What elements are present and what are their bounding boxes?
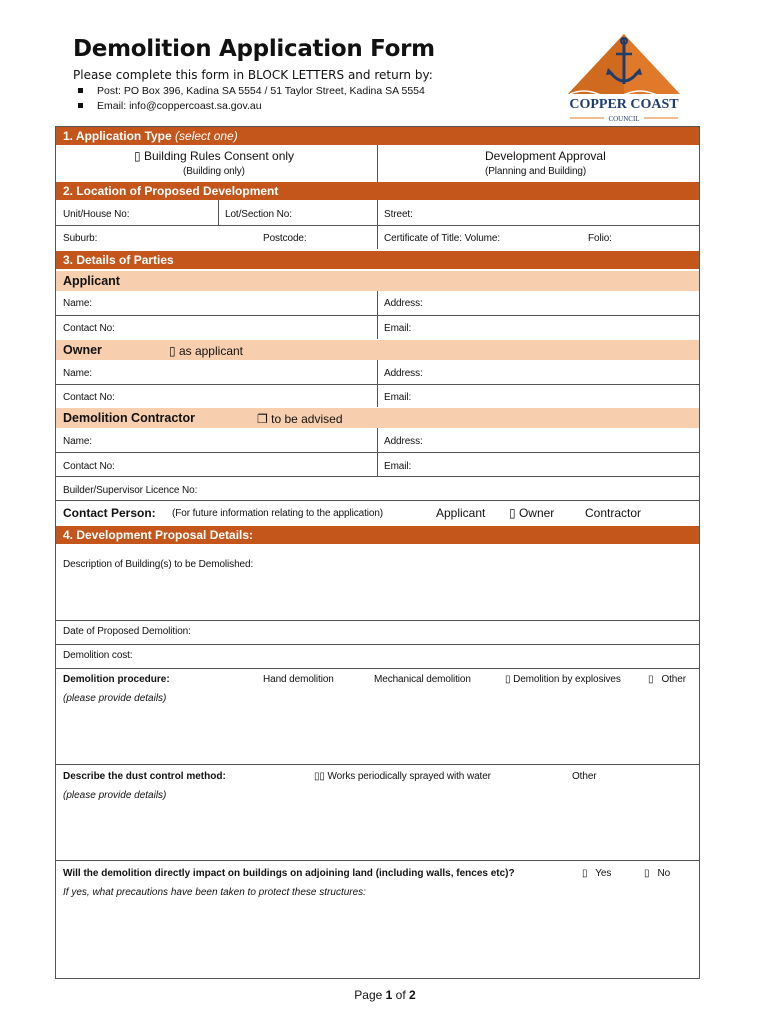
bullet-icon <box>78 103 83 108</box>
water-spray-option[interactable]: ▯▯ Works periodically sprayed with water <box>314 771 491 782</box>
contractor-subheader: Demolition Contractor <box>56 408 699 428</box>
logo-name: COPPER COAST <box>569 97 679 112</box>
explosives-option[interactable]: ▯ Demolition by explosives <box>505 674 621 685</box>
other-procedure-option[interactable]: ▯ Other <box>648 674 686 685</box>
owner-name-field[interactable]: Name: <box>63 368 92 379</box>
postcode-field[interactable]: Postcode: <box>263 233 307 244</box>
section-2-header: 2. Location of Proposed Development <box>56 182 699 200</box>
applicant-contact-field[interactable]: Contact No: <box>63 323 115 334</box>
applicant-subheader: Applicant <box>56 271 699 291</box>
cp-contractor-option[interactable]: Contractor <box>585 506 642 520</box>
checkbox-icon[interactable]: ▯ <box>644 868 650 879</box>
contractor-contact-field[interactable]: Contact No: <box>63 461 115 472</box>
contractor-address-field[interactable]: Address: <box>384 436 423 447</box>
owner-subheader: Owner <box>56 340 699 360</box>
procedure-details-note: (please provide details) <box>63 693 167 704</box>
applicant-email-field[interactable]: Email: <box>384 323 412 334</box>
demolition-cost-field[interactable]: Demolition cost: <box>63 650 133 661</box>
opt-building-rules[interactable]: ▯ Building Rules Consent only <box>134 149 295 163</box>
contact-person-note: (For future information relating to the application) <box>172 508 384 519</box>
opt-development-approval-note: (Planning and Building) <box>485 166 587 177</box>
opt-development-approval[interactable]: Development Approval <box>485 149 606 163</box>
adjoining-yes-option[interactable]: ▯ Yes <box>582 868 612 879</box>
applicant-name-field[interactable]: Name: <box>63 298 92 309</box>
folio-field[interactable]: Folio: <box>588 233 612 244</box>
contact-person-label: Contact Person: <box>63 506 156 520</box>
checkbox-icon[interactable]: ▯ <box>582 868 588 879</box>
page-number: Page 1 of 2 <box>354 988 416 1002</box>
checkbox-icon[interactable]: ❐ <box>257 412 268 426</box>
bullet-email: Email: info@coppercoast.sa.gov.au <box>78 100 262 112</box>
licence-field[interactable]: Builder/Supervisor Licence No: <box>63 485 198 496</box>
bullet-icon <box>78 88 83 93</box>
opt-building-rules-note: (Building only) <box>183 166 245 177</box>
lot-section-field[interactable]: Lot/Section No: <box>225 209 292 220</box>
hand-demolition-option[interactable]: Hand demolition <box>263 674 334 685</box>
contractor-name-field[interactable]: Name: <box>63 436 92 447</box>
description-field[interactable]: Description of Building(s) to be Demolished: <box>63 559 254 570</box>
checkbox-icon[interactable]: ▯ <box>509 506 516 520</box>
checkbox-icon[interactable]: ▯ <box>169 344 176 358</box>
contractor-email-field[interactable]: Email: <box>384 461 412 472</box>
adjoining-impact-question: Will the demolition directly impact on buildings on adjoining land (including walls, fences etc)? <box>63 868 515 879</box>
checkbox-icon[interactable]: ▯ <box>134 149 141 163</box>
section-1-header: 1. Application Type (select one) <box>56 127 699 145</box>
intro-text: Please complete this form in BLOCK LETTERS and return by: <box>73 68 433 82</box>
precautions-field[interactable]: If yes, what precautions have been taken to protect these structures: <box>63 887 366 898</box>
owner-contact-field[interactable]: Contact No: <box>63 392 115 403</box>
dust-details-note: (please provide details) <box>63 790 167 801</box>
contractor-tba-option[interactable]: ❐ to be advised <box>257 412 343 426</box>
form-title: Demolition Application Form <box>73 36 435 62</box>
logo-sub: COUNCIL <box>608 115 640 123</box>
cp-applicant-option[interactable]: Applicant <box>436 506 486 520</box>
applicant-address-field[interactable]: Address: <box>384 298 423 309</box>
checkbox-icon[interactable]: ▯ <box>314 771 320 782</box>
bullet-post: Post: PO Box 396, Kadina SA 5554 / 51 Taylor Street, Kadina SA 5554 <box>78 85 425 97</box>
suburb-field[interactable]: Suburb: <box>63 233 98 244</box>
adjoining-no-option[interactable]: ▯ No <box>644 868 671 879</box>
cp-owner-option[interactable]: ▯ Owner <box>509 506 555 520</box>
owner-email-field[interactable]: Email: <box>384 392 412 403</box>
street-field[interactable]: Street: <box>384 209 413 220</box>
procedure-label: Demolition procedure: <box>63 674 170 685</box>
checkbox-icon[interactable]: ▯ <box>505 674 511 685</box>
demolition-form <box>55 126 700 979</box>
certificate-title-field[interactable]: Certificate of Title: Volume: <box>384 233 501 244</box>
copper-coast-logo <box>562 32 686 124</box>
owner-as-applicant-option[interactable]: ▯ as applicant <box>169 344 243 358</box>
section-3-header: 3. Details of Parties <box>56 251 699 269</box>
section-4-header: 4. Development Proposal Details: <box>56 526 699 544</box>
unit-house-field[interactable]: Unit/House No: <box>63 209 130 220</box>
owner-address-field[interactable]: Address: <box>384 368 423 379</box>
mechanical-demolition-option[interactable]: Mechanical demolition <box>374 674 471 685</box>
checkbox-icon[interactable]: ▯ <box>319 771 325 782</box>
other-dust-option[interactable]: Other <box>572 771 597 782</box>
checkbox-icon[interactable]: ▯ <box>648 674 654 685</box>
dust-control-label: Describe the dust control method: <box>63 771 226 782</box>
demolition-date-field[interactable]: Date of Proposed Demolition: <box>63 626 191 637</box>
